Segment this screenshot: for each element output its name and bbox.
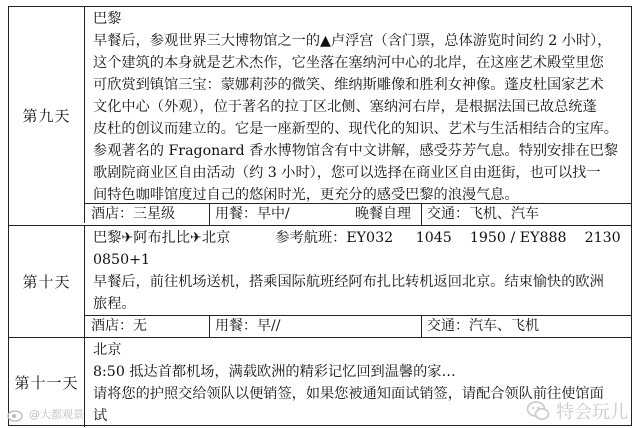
text-line: 试	[93, 408, 108, 424]
info-row	[85, 315, 631, 337]
flight-line	[93, 227, 625, 249]
city-name: 北京	[93, 342, 122, 358]
info-row	[85, 203, 631, 225]
watermark-text: @大都观景	[29, 408, 84, 421]
text-line: 8:50 抵达首都机场，满载欧洲的精彩记忆回到温馨的家…	[93, 364, 456, 380]
text-line: 文化中心（外观），位于著名的拉丁区北侧、塞纳河右岸，是根据法国已故总统蓬	[93, 99, 597, 115]
weibo-icon	[6, 406, 26, 422]
text-line: 皮杜的创议而建立的。它是一座新型的、现代化的知识、艺术与生活相结合的宝库。	[93, 121, 618, 137]
day-label: 第十一天	[9, 337, 85, 427]
transport-info: 交通：飞机、汽车	[427, 206, 539, 222]
day-content	[93, 8, 625, 206]
dinner-info: 晚餐自理	[355, 206, 411, 222]
meals-info: 用餐：早中/	[215, 206, 290, 222]
watermark-left	[6, 406, 84, 422]
hotel-info: 酒店：无	[91, 318, 147, 334]
flight-times: 1045 1950 / EY888 2130	[415, 230, 621, 246]
day-label: 第九天	[9, 7, 85, 223]
watermark-text: 特会玩儿	[556, 402, 628, 423]
text-line: 请将您的护照交给领队以便销签，如果您被通知面试销签，请配合领队前往使馆面	[93, 386, 604, 402]
text-line: 这个建筑的本身就是艺术杰作，它坐落在塞纳河中心的北岸，在这座艺术殿堂里您	[93, 55, 604, 71]
hotel-info: 酒店：三星级	[91, 206, 175, 222]
text-line: 早餐后，参观世界三大博物馆之一的▲卢浮宫（含门票，总体游览时间约 2 小时），	[93, 33, 612, 49]
watermark-right	[526, 398, 628, 424]
text-line: 旅程。	[93, 296, 136, 312]
text-line: 间特色咖啡馆度过自己的悠闲时光，更充分的感受巴黎的浪漫气息。	[93, 187, 519, 203]
row-divider	[9, 225, 631, 226]
route-text: 巴黎✈阿布扎比✈北京	[93, 230, 231, 246]
text-line: 早餐后，前往机场送机，搭乘国际航班经阿布扎比转机返回北京。结束愉快的欧洲	[93, 274, 604, 290]
wechat-icon	[526, 400, 550, 422]
row-divider	[9, 337, 631, 338]
text-line: 参观著名的 Fragonard 香水博物馆含有中文讲解，感受芬芳气息。特别安排在巴黎	[93, 143, 619, 159]
day-label: 第十天	[9, 225, 85, 337]
flight-label: 参考航班：EY032	[275, 230, 394, 246]
text-line: 可欣赏到镇馆三宝：蒙娜莉莎的微笑、维纳斯雕像和胜利女神像。蓬皮杜国家艺术	[93, 77, 604, 93]
text-line: 歌剧院商业区自由活动（约 3 小时），您可以选择在商业区自由逛街，也可以找一	[93, 165, 601, 181]
itinerary-table	[8, 6, 632, 426]
city-name: 巴黎	[93, 11, 122, 27]
transport-info: 交通：汽车、飞机	[427, 318, 539, 334]
meals-info: 用餐：早//	[215, 318, 281, 334]
day-content	[93, 227, 625, 315]
flight-cont: 0850+1	[93, 252, 151, 268]
